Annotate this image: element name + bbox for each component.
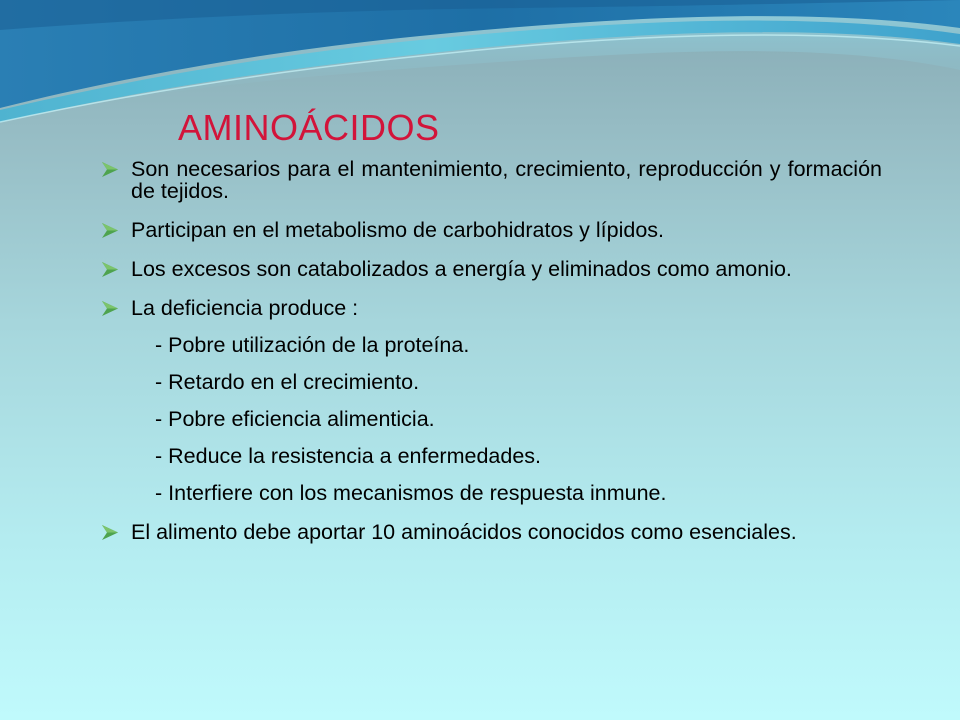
arrowhead-bullet-icon <box>102 162 118 177</box>
list-item <box>100 297 882 319</box>
list-item-text: Los excesos son catabolizados a energía y eliminados como amonio. <box>131 257 792 281</box>
list-item-text: Participan en el metabolismo de carbohidratos y lípidos. <box>131 218 665 242</box>
header-wave-decoration <box>0 0 960 130</box>
list-item <box>100 158 882 202</box>
list-item <box>100 219 882 241</box>
list-item <box>100 521 882 543</box>
sub-item: - Pobre eficiencia alimenticia. <box>155 407 435 431</box>
list-item <box>100 258 882 280</box>
list-item-text: El alimento debe aportar 10 aminoácidos conocidos como esenciales. <box>131 520 797 544</box>
slide-title: AMINOÁCIDOS <box>178 107 440 148</box>
bullet-list <box>100 158 882 543</box>
arrowhead-bullet-icon <box>102 223 118 238</box>
sub-item: - Retardo en el crecimiento. <box>155 370 420 394</box>
sub-item: - Pobre utilización de la proteína. <box>155 333 470 357</box>
list-item-text: Son necesarios para el mantenimiento, crecimiento, reproducción y formación de tejidos. <box>131 157 882 203</box>
arrowhead-bullet-icon <box>102 301 118 316</box>
list-item-text: La deficiencia produce : <box>131 296 359 320</box>
sub-item: - Interfiere con los mecanismos de respuesta inmune. <box>155 481 667 505</box>
arrowhead-bullet-icon <box>102 525 118 540</box>
sub-item: - Reduce la resistencia a enfermedades. <box>155 444 542 468</box>
arrowhead-bullet-icon <box>102 262 118 277</box>
